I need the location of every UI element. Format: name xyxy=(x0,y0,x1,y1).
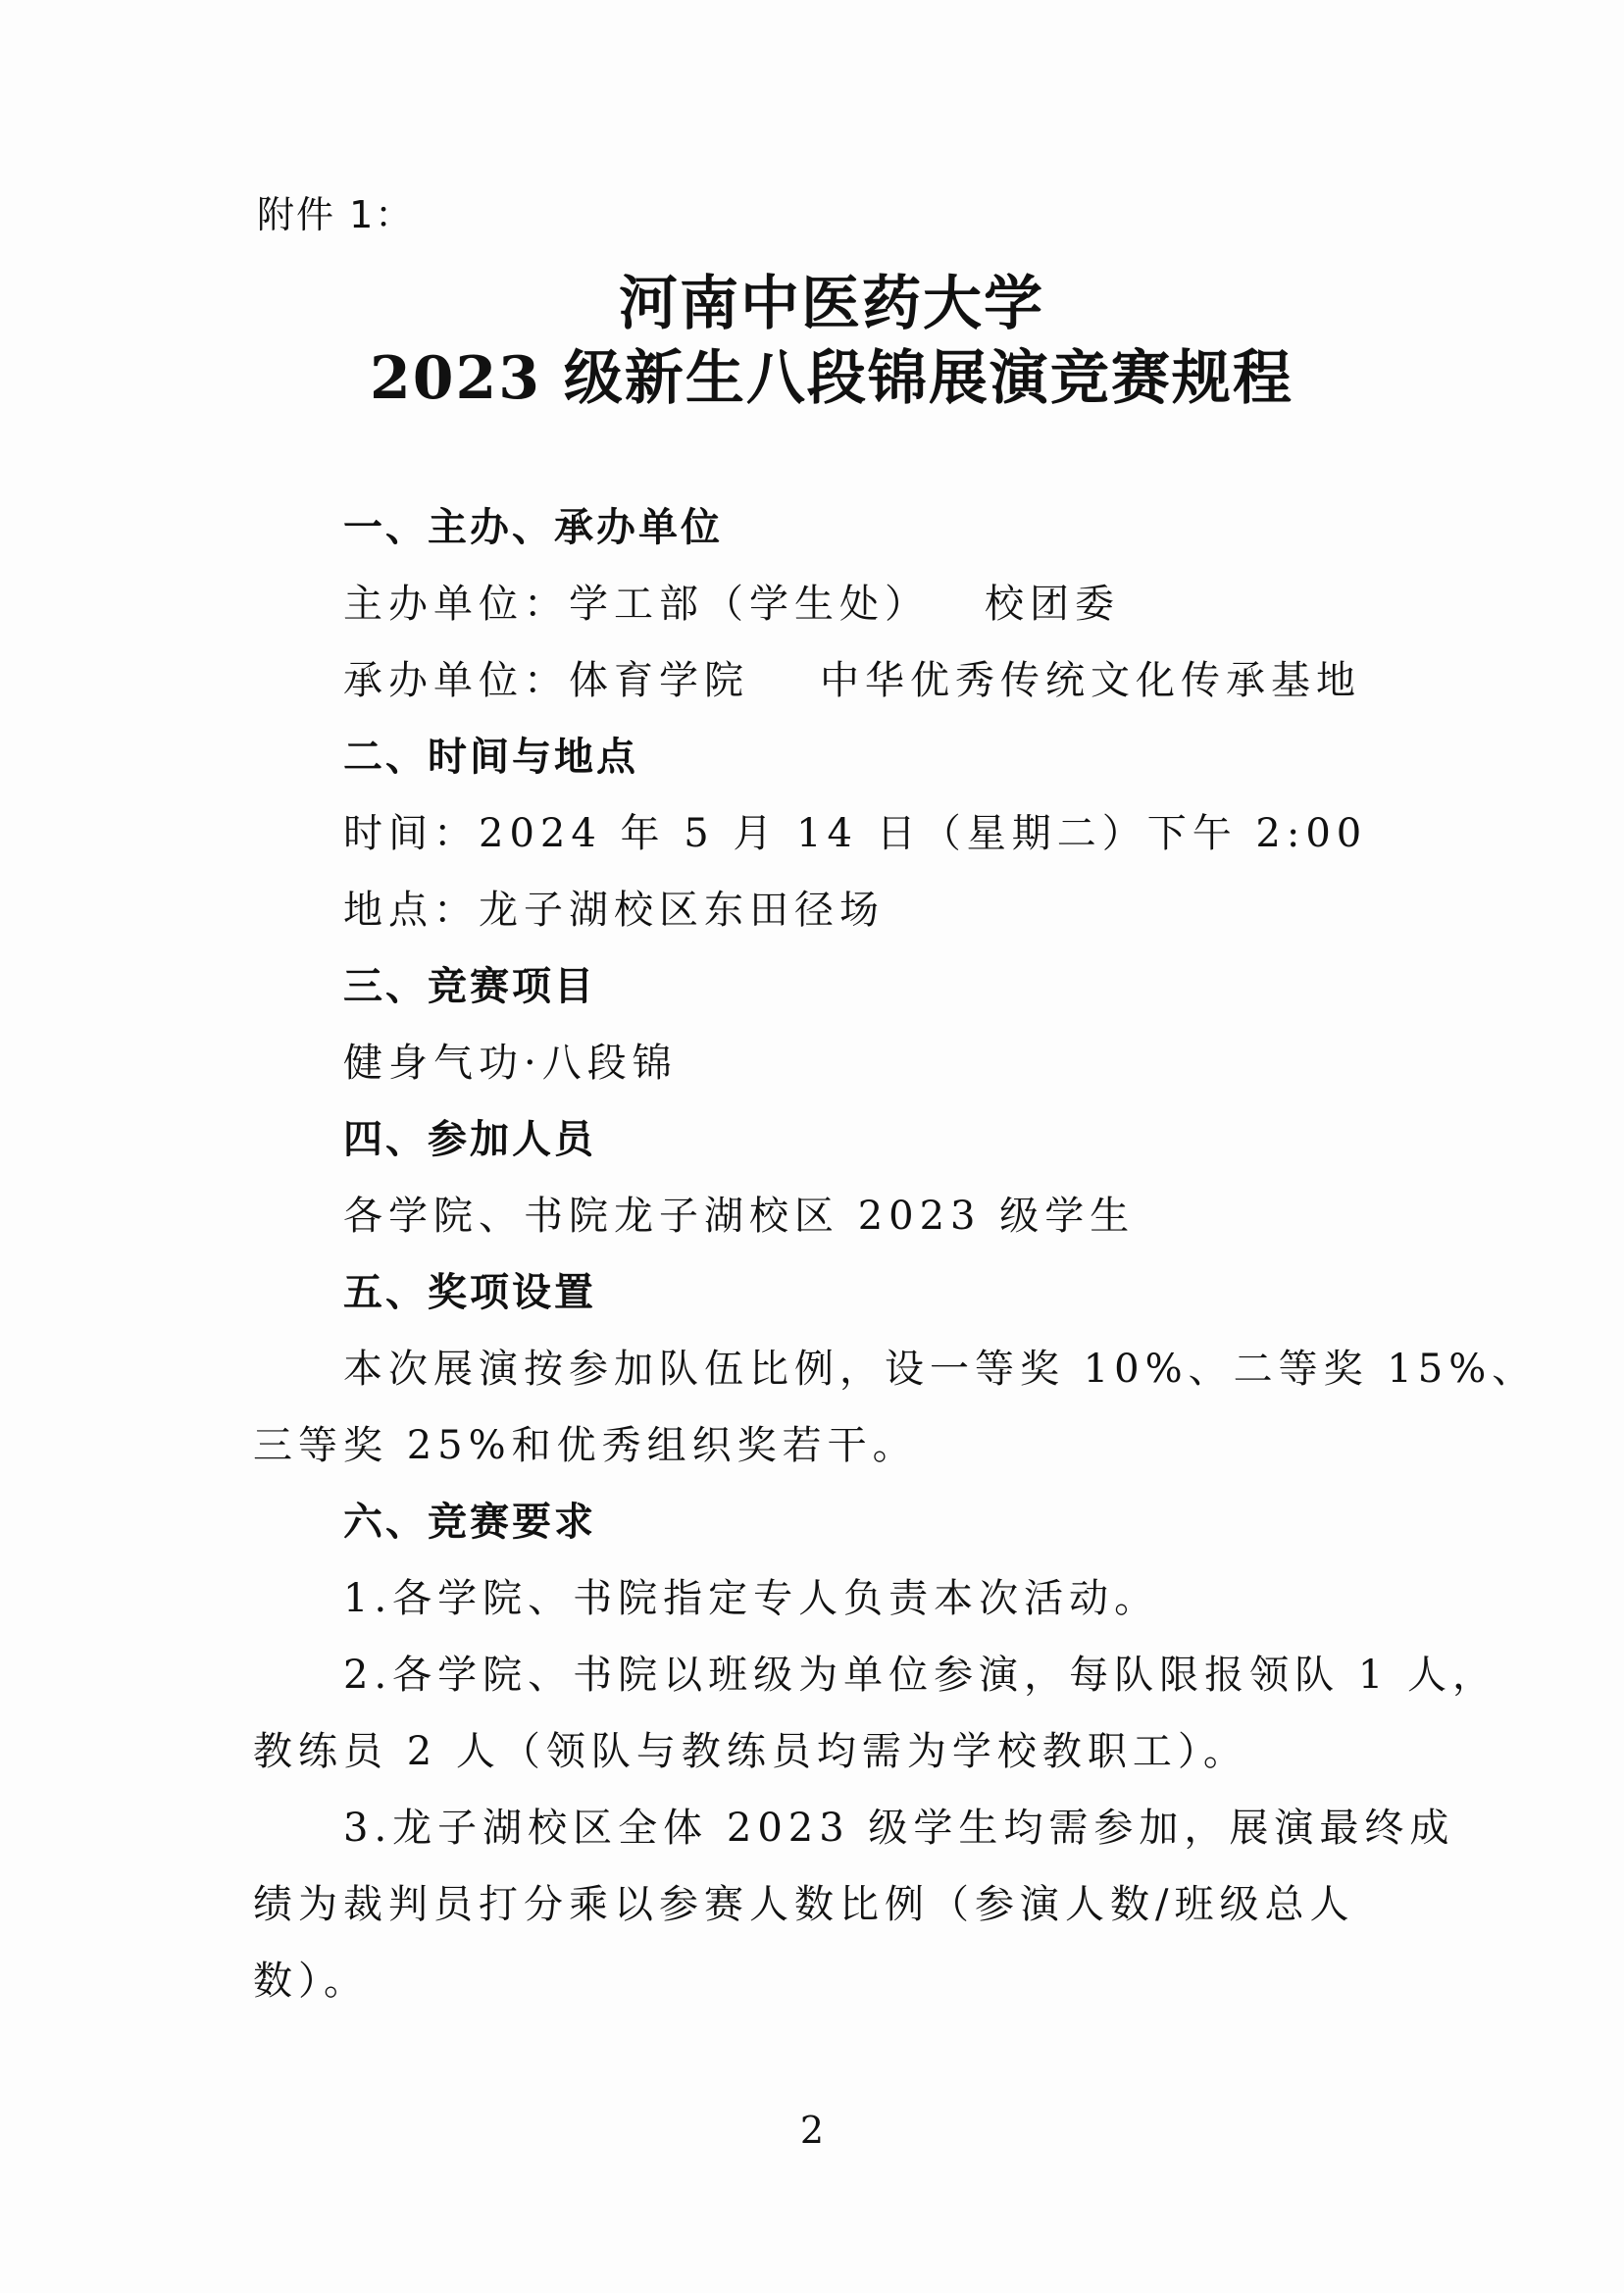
requirement-3-line-3: 数）。 xyxy=(253,1959,369,2004)
section-heading-participants: 四、参加人员 xyxy=(343,1117,596,1162)
host-unit-a: 学工部（学生处） xyxy=(569,582,930,627)
section-heading-event: 三、竞赛项目 xyxy=(343,964,596,1009)
document-title-line-1: 河南中医药大学 xyxy=(619,270,1044,338)
requirement-2-line-2: 教练员 2 人（领队与教练员均需为学校教职工）。 xyxy=(253,1729,1248,1774)
event-place: 地点：龙子湖校区东田径场 xyxy=(343,888,885,933)
awards-text-line-2: 三等奖 25%和优秀组织奖若干。 xyxy=(253,1423,918,1468)
document-title-line-2: 2023 级新生八段锦展演竞赛规程 xyxy=(370,344,1294,413)
requirement-3-line-1: 3.龙子湖校区全体 2023 级学生均需参加，展演最终成 xyxy=(343,1806,1455,1851)
section-heading-time-place: 二、时间与地点 xyxy=(343,735,638,780)
host-units-line xyxy=(343,573,1120,629)
organizer-unit-b: 中华优秀传统文化传承基地 xyxy=(820,658,1361,703)
page-number: 2 xyxy=(799,2109,825,2152)
host-label: 主办单位： xyxy=(343,582,569,627)
attachment-label: 附件 1： xyxy=(257,193,415,236)
participants-text: 各学院、书院龙子湖校区 2023 级学生 xyxy=(343,1194,1136,1239)
section-heading-organizers: 一、主办、承办单位 xyxy=(343,505,723,550)
event-item: 健身气功·八段锦 xyxy=(343,1041,678,1086)
section-heading-awards: 五、奖项设置 xyxy=(343,1270,596,1315)
organizer-unit-a: 体育学院 xyxy=(569,658,749,703)
requirement-1: 1.各学院、书院指定专人负责本次活动。 xyxy=(343,1576,1160,1621)
section-heading-requirements: 六、竞赛要求 xyxy=(343,1500,596,1545)
awards-text-line-1: 本次展演按参加队伍比例，设一等奖 10%、二等奖 15%、 xyxy=(343,1347,1538,1392)
requirement-2-line-1: 2.各学院、书院以班级为单位参演，每队限报领队 1 人， xyxy=(343,1653,1498,1698)
requirement-3-line-2: 绩为裁判员打分乘以参赛人数比例（参演人数/班级总人 xyxy=(253,1882,1355,1927)
host-unit-b: 校团委 xyxy=(985,582,1120,627)
organizer-label: 承办单位： xyxy=(343,658,569,703)
organizer-units-line xyxy=(343,649,1361,705)
event-time: 时间：2024 年 5 月 14 日（星期二）下午 2:00 xyxy=(343,811,1368,856)
